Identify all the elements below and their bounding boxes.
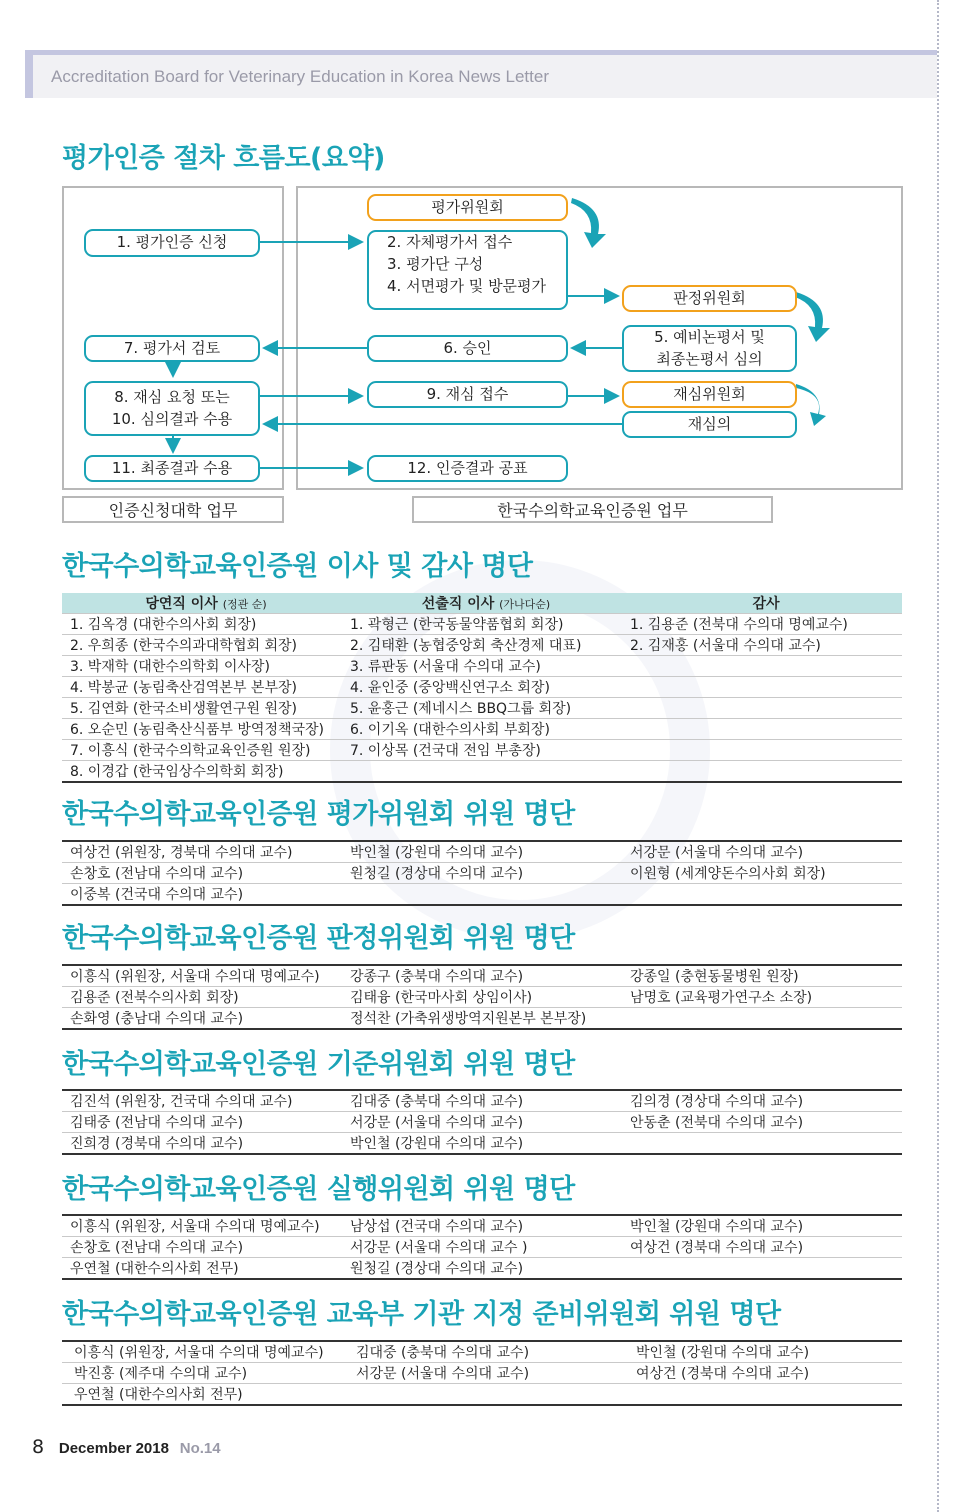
step-reexam: 재심의 xyxy=(622,411,797,438)
step-5-line-a: 5. 예비논평서 및 xyxy=(654,327,765,346)
table-row: 손창호 (전남대 수의대 교수) 서강문 (서울대 수의대 교수 ) 여상건 (경북대 수의대 교수) xyxy=(62,1237,902,1258)
step-5-deliberation xyxy=(622,325,797,372)
board-title: 한국수의학교육인증원 이사 및 감사 명단 xyxy=(62,551,533,582)
table-row: 이중복 (건국대 수의대 교수) xyxy=(62,884,902,906)
committee-judge: 판정위원회 xyxy=(622,285,797,312)
table-row: 5. 김연화 (한국소비생활연구원 원장) 5. 윤홍근 (제네시스 BBQ그룹 회장) xyxy=(62,698,902,719)
step-7-review: 7. 평가서 검토 xyxy=(84,335,260,362)
label-board-tasks: 한국수의학교육인증원 업무 xyxy=(412,496,773,523)
eval-committee-table xyxy=(62,840,902,906)
step-10-line: 10. 심의결과 수용 xyxy=(111,409,233,428)
table-row: 이흥식 (위원장, 서울대 수의대 명예교수) 남상섭 (건국대 수의대 교수) 박인철 (강원대 수의대 교수) xyxy=(62,1215,902,1237)
standard-committee-title: 한국수의학교육인증원 기준위원회 위원 명단 xyxy=(62,1049,575,1080)
flow-title: 평가인증 절차 흐름도(요약) xyxy=(62,143,385,174)
step-9-reexam-receipt: 9. 재심 접수 xyxy=(367,381,568,408)
table-row: 김진석 (위원장, 건국대 수의대 교수) 김대중 (충북대 수의대 교수) 김의경 (경상대 수의대 교수) xyxy=(62,1090,902,1112)
table-row: 1. 김옥경 (대한수의사회 회장) 1. 곽형근 (한국동물약품협회 회장) 1. 김용준 (전북대 수의대 명예교수) xyxy=(62,614,902,635)
table-row: 우연철 (대한수의사회 전무) 원청길 (경상대 수의대 교수) xyxy=(62,1258,902,1280)
step-2-line: 2. 자체평가서 접수 xyxy=(387,233,513,251)
table-row: 7. 이흥식 (한국수의학교육인증원 원장) 7. 이상목 (건국대 전임 부총장) xyxy=(62,740,902,761)
table-row: 2. 우희종 (한국수의과대학협회 회장) 2. 김태환 (농협중앙회 축산경제 대표) 2. 김재홍 (서울대 수의대 교수) xyxy=(62,635,902,656)
table-row: 4. 박봉균 (농림축산검역본부 본부장) 4. 윤인중 (중앙백신연구소 회장) xyxy=(62,677,902,698)
standard-committee-table xyxy=(62,1089,902,1155)
board-header-ex-officio: 당연직 이사 (정관 순) xyxy=(62,593,342,614)
board-header-row xyxy=(62,593,902,614)
table-row: 6. 오순민 (농림축산식품부 방역정책국장) 6. 이기옥 (대한수의사회 부회장) xyxy=(62,719,902,740)
label-applicant-tasks: 인증신청대학 업무 xyxy=(62,496,284,523)
steps-2-4 xyxy=(367,230,568,310)
issue-number: No.14 xyxy=(179,1440,221,1457)
table-row: 이흥식 (위원장, 서울대 수의대 명예교수) 강종구 (충북대 수의대 교수) 강종일 (충현동물병원 원장) xyxy=(62,965,902,987)
judge-committee-table xyxy=(62,964,902,1030)
table-row: 손창호 (전남대 수의대 교수) 원청길 (경상대 수의대 교수) 이원형 (세계양돈수의사회 회장) xyxy=(62,863,902,884)
table-row: 이흥식 (위원장, 서울대 수의대 명예교수) 김대중 (충북대 수의대 교수) 박인철 (강원대 수의대 교수) xyxy=(62,1341,902,1363)
step-12-announce: 12. 인증결과 공표 xyxy=(367,455,568,482)
newsletter-header-title: Accreditation Board for Veterinary Education in Korea News Letter xyxy=(51,67,549,86)
table-row: 우연철 (대한수의사회 전무) xyxy=(62,1384,902,1406)
exec-committee-table xyxy=(62,1214,902,1280)
step-8-line: 8. 재심 요청 또는 xyxy=(114,387,230,406)
step-5-line-b: 최종논평서 심의 xyxy=(656,349,763,368)
judge-committee-title: 한국수의학교육인증원 판정위원회 위원 명단 xyxy=(62,923,575,954)
committee-eval: 평가위원회 xyxy=(367,194,568,221)
board-table xyxy=(62,593,902,783)
table-row: 손화영 (충남대 수의대 교수) 정석찬 (가축위생방역지원본부 본부장) xyxy=(62,1008,902,1030)
table-row: 진희경 (경북대 수의대 교수) 박인철 (강원대 수의대 교수) xyxy=(62,1133,902,1155)
prep-committee-table xyxy=(62,1340,902,1406)
page-number: 8 xyxy=(32,1436,45,1458)
committee-reexam: 재심위원회 xyxy=(622,381,797,408)
eval-committee-title: 한국수의학교육인증원 평가위원회 위원 명단 xyxy=(62,799,575,830)
step-11-final: 11. 최종결과 수용 xyxy=(84,455,260,482)
table-row: 김태중 (전남대 수의대 교수) 서강문 (서울대 수의대 교수) 안동춘 (전북대 수의대 교수) xyxy=(62,1112,902,1133)
table-row: 3. 박재학 (대한수의학회 이사장) 3. 류판동 (서울대 수의대 교수) xyxy=(62,656,902,677)
table-row: 여상건 (위원장, 경북대 수의대 교수) 박인철 (강원대 수의대 교수) 서강문 (서울대 수의대 교수) xyxy=(62,841,902,863)
step-3-line: 3. 평가단 구성 xyxy=(387,254,484,273)
exec-committee-title: 한국수의학교육인증원 실행위원회 위원 명단 xyxy=(62,1174,575,1205)
table-row: 8. 이경갑 (한국임상수의학회 회장) xyxy=(62,761,902,783)
step-6-approve: 6. 승인 xyxy=(367,335,568,362)
step-8-10 xyxy=(84,381,260,436)
board-header-elected: 선출직 이사 (가나다순) xyxy=(342,593,622,614)
step-4-line: 4. 서면평가 및 방문평가 xyxy=(387,276,547,295)
page-footer xyxy=(32,1436,221,1458)
board-header-auditor: 감사 xyxy=(622,593,902,614)
step-1-apply: 1. 평가인증 신청 xyxy=(84,229,260,257)
table-row: 김용준 (전북수의사회 회장) 김태융 (한국마사회 상임이사) 남명호 (교육평가연구소 소장) xyxy=(62,987,902,1008)
prep-committee-title: 한국수의학교육인증원 교육부 기관 지정 준비위원회 위원 명단 xyxy=(62,1299,781,1330)
issue-date: December 2018 xyxy=(58,1440,169,1457)
table-row: 박진홍 (제주대 수의대 교수) 서강문 (서울대 수의대 교수) 여상건 (경북대 수의대 교수) xyxy=(62,1363,902,1384)
